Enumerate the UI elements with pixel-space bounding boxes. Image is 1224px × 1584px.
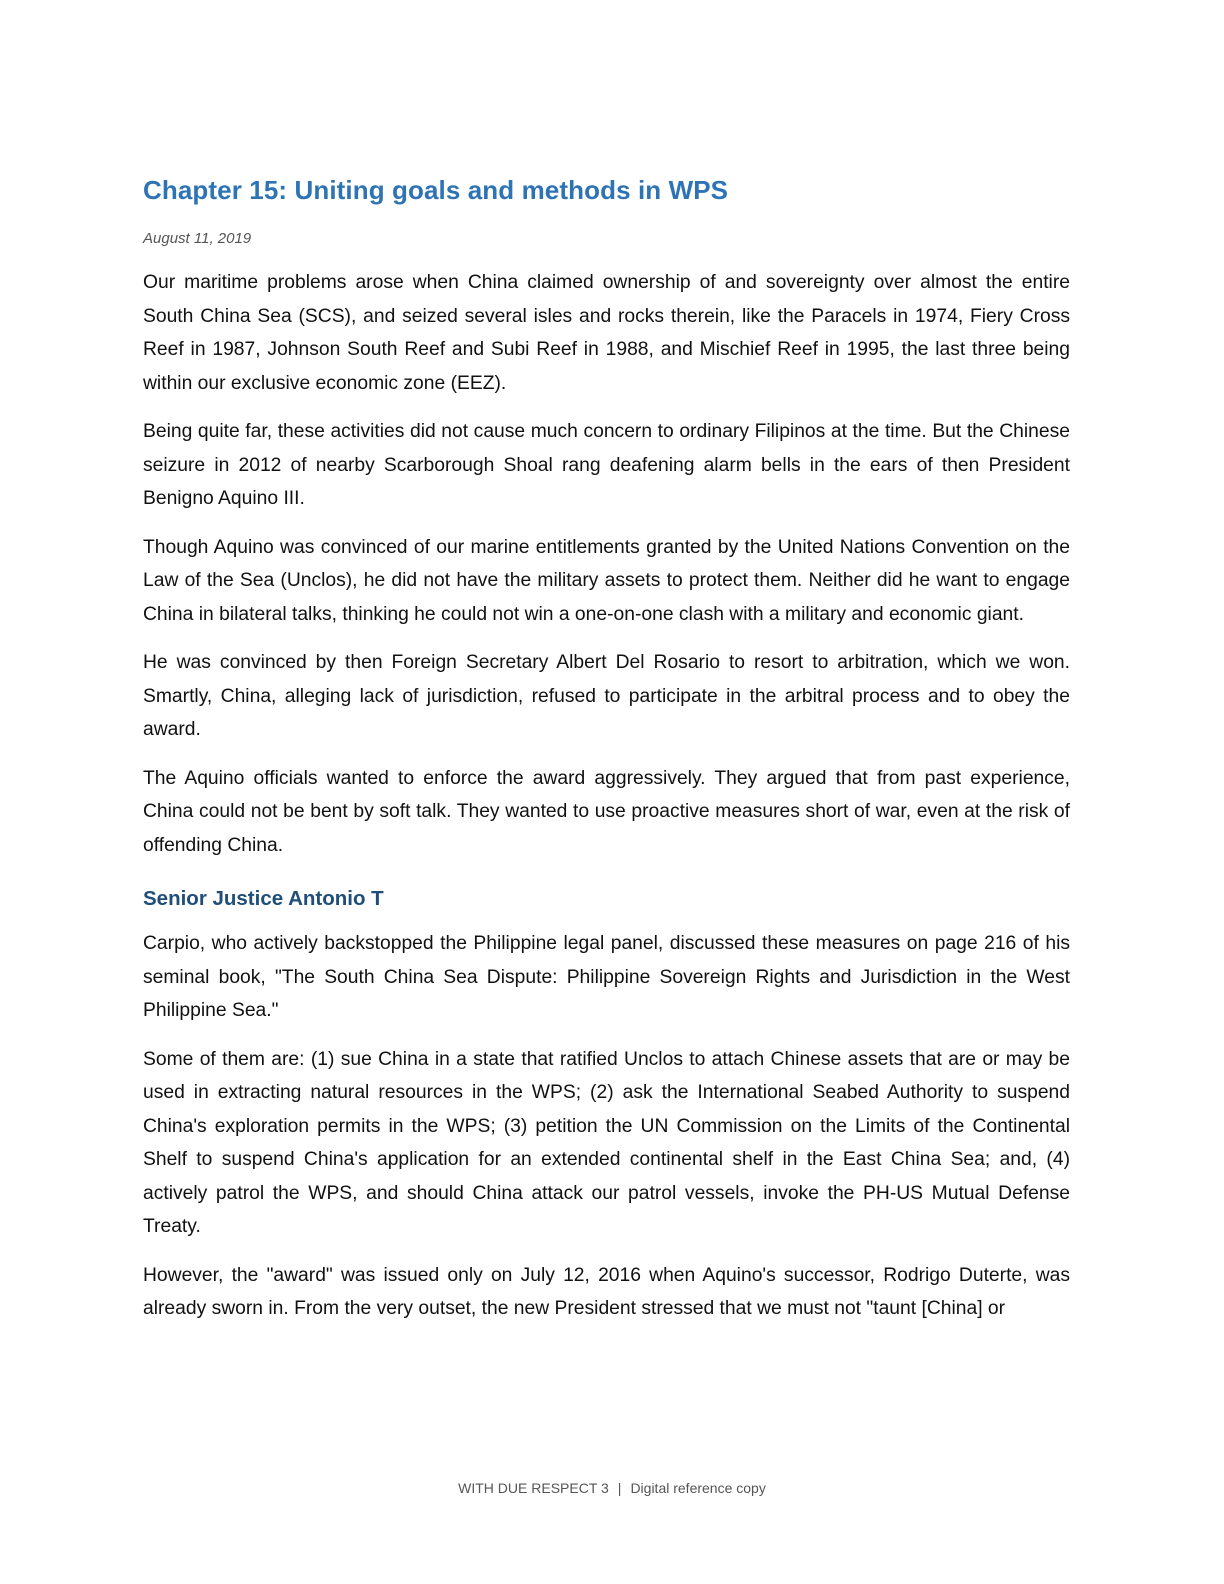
chapter-title: Chapter 15: Uniting goals and methods in WPS [143, 175, 729, 205]
body-paragraph: Carpio, who actively backstopped the Philippine legal panel, discussed these measures on page 216 of his seminal book, "The South China Sea Dispute: Philippine Sovereign Rights and Jurisdiction in the West Philippine Sea." [143, 933, 1070, 1021]
body-paragraph: Our maritime problems arose when China claimed ownership of and sovereignty over almost the entire South China Sea (SCS), and seized several isles and rocks therein, like the Paracels in 1974, Fiery Cross Reef in 1987, Johnson South Reef and Subi Reef in 1988, and Mischief Reef in 1995, the last three being within our exclusive economic zone (EEZ). [143, 272, 1070, 394]
body-paragraph: He was convinced by then Foreign Secretary Albert Del Rosario to resort to arbitration, which we won. Smartly, China, alleging lack of jurisdiction, refused to participate in the arbitral process and to obey the award. [143, 652, 1070, 740]
footer-copy-note: Digital reference copy [630, 1480, 766, 1496]
body-paragraph: Being quite far, these activities did not cause much concern to ordinary Filipinos at the time. But the Chinese seizure in 2012 of nearby Scarborough Shoal rang deafening alarm bells in the ears of then President Benigno Aquino III. [143, 421, 1070, 509]
document-body [143, 172, 1070, 1326]
page-footer [0, 1478, 1224, 1498]
body-paragraph: The Aquino officials wanted to enforce the award aggressively. They argued that from past experience, China could not be bent by soft talk. They wanted to use proactive measures short of war, even at the risk of offending China. [143, 767, 1070, 856]
body-paragraph: Some of them are: (1) sue China in a state that ratified Unclos to attach Chinese assets that are or may be used in extracting natural resources in the WPS; (2) ask the International Seabed Authority to suspend China's exploration permits in the WPS; (3) petition the UN Commission on the Limits of the Continental Shelf to suspend China's application for an extended continental shelf in the East China Sea; and, (4) actively patrol the WPS, and should China attack our patrol vessels, invoke the PH-US Mutual Defense Treaty. [143, 1048, 1070, 1237]
footer-separator: | [617, 1480, 622, 1496]
footer-page-label: WITH DUE RESPECT 3 [458, 1480, 609, 1496]
section-heading: Senior Justice Antonio T [143, 887, 384, 910]
body-paragraph: However, the "award" was issued only on July 12, 2016 when Aquino's successor, Rodrigo Duterte, was already sworn in. From the very outset, the new President stressed that we must not "taunt [China] or [143, 1264, 1070, 1319]
body-paragraph: Though Aquino was convinced of our marine entitlements granted by the United Nations Convention on the Law of the Sea (Unclos), he did not have the military assets to protect them. Neither did he want to engage China in bilateral talks, thinking he could not win a one-on-one clash with a military and economic giant. [143, 536, 1070, 625]
publication-date: August 11, 2019 [143, 230, 252, 247]
